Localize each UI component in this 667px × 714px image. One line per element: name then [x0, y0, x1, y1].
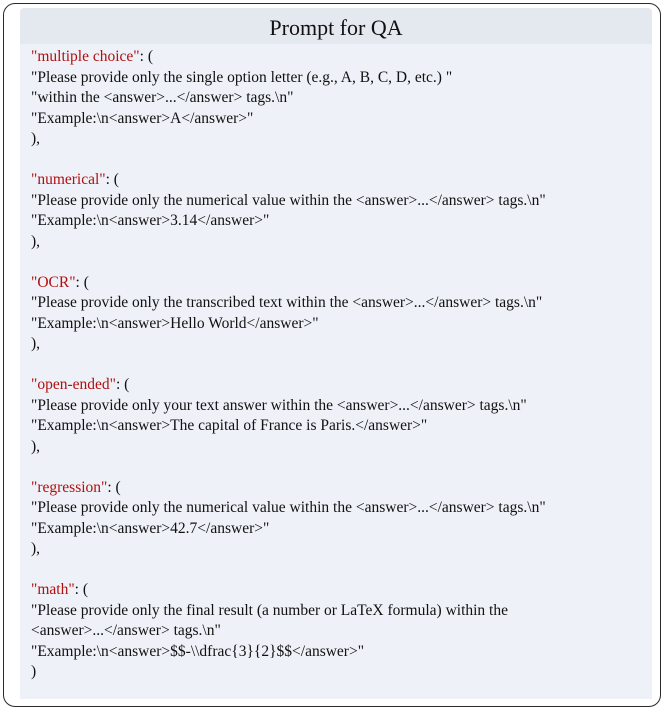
- example-line: "Example:\n<answer>$$-\\dfrac{3}{2}$$</answer>": [31, 642, 365, 660]
- prompt-line: "Please provide only the single option letter (e.g., A, B, C, D, etc.) ": [31, 68, 453, 86]
- block-open: : (: [107, 478, 121, 496]
- prompt-block-numerical: [31, 170, 652, 252]
- prompt-block-ocr: [31, 273, 652, 355]
- block-key: "math": [31, 581, 75, 598]
- block-key: "regression": [31, 478, 108, 496]
- block-close: ): [31, 663, 37, 680]
- block-key-line: [31, 273, 652, 294]
- prompt-block-open-ended: [31, 375, 652, 457]
- prompt-block-math: [31, 580, 652, 683]
- prompt-line: <answer>...</answer> tags.\n": [31, 622, 221, 639]
- block-key-line: [31, 170, 652, 191]
- block-key-line: [31, 478, 652, 499]
- prompt-card: [3, 3, 661, 707]
- example-line: "Example:\n<answer>42.7</answer>": [31, 519, 270, 537]
- prompt-line: "within the <answer>...</answer> tags.\n": [31, 89, 294, 106]
- example-line: "Example:\n<answer>3.14</answer>": [31, 212, 270, 229]
- prompt-line: "Please provide only the final result (a number or LaTeX formula) within the: [31, 601, 508, 619]
- block-open: : (: [74, 581, 88, 598]
- block-close: ),: [31, 437, 41, 455]
- block-close: ),: [31, 130, 41, 147]
- prompt-block-regression: [31, 478, 652, 560]
- prompt-content: [20, 44, 652, 699]
- block-open: : (: [105, 171, 119, 188]
- block-open: : (: [75, 273, 89, 291]
- block-close: ),: [31, 335, 41, 352]
- block-key: "multiple choice": [31, 48, 140, 65]
- block-key: "numerical": [31, 171, 106, 188]
- prompt-line: "Please provide only the transcribed text within the <answer>...</answer> tags.\n": [31, 294, 543, 311]
- block-close: ),: [31, 232, 41, 250]
- example-line: "Example:\n<answer>The capital of France is Paris.</answer>": [31, 417, 428, 434]
- card-header: [20, 8, 652, 44]
- block-open: : (: [139, 48, 153, 65]
- block-key-line: [31, 375, 652, 396]
- example-line: "Example:\n<answer>A</answer>": [31, 109, 254, 127]
- block-key-line: [31, 580, 652, 601]
- prompt-block-multiple-choice: [31, 47, 652, 150]
- prompt-line: "Please provide only the numerical value within the <answer>...</answer> tags.\n": [31, 499, 546, 516]
- prompt-line: "Please provide only the numerical value within the <answer>...</answer> tags.\n": [31, 191, 546, 209]
- block-open: : (: [115, 376, 130, 393]
- example-line: "Example:\n<answer>Hello World</answer>": [31, 314, 319, 332]
- block-key: "OCR": [31, 273, 76, 291]
- block-key: "open-ended": [31, 376, 116, 393]
- block-key-line: [31, 47, 652, 68]
- prompt-line: "Please provide only your text answer within the <answer>...</answer> tags.\n": [31, 396, 527, 414]
- card-title: Prompt for QA: [269, 15, 403, 40]
- block-close: ),: [31, 540, 41, 557]
